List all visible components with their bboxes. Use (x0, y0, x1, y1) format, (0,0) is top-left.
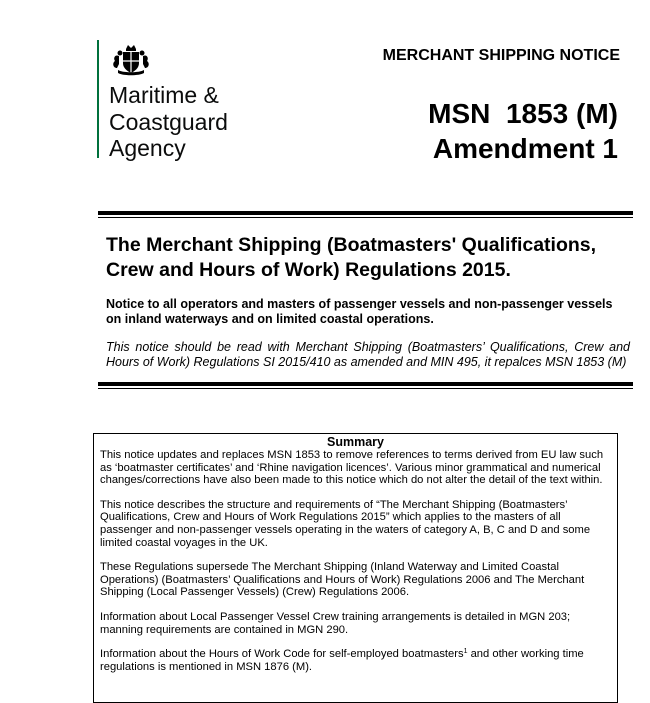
royal-crest-icon (109, 42, 153, 80)
agency-name-line-3: Agency (109, 135, 186, 161)
agency-name (109, 82, 228, 162)
footnote-marker[interactable]: 1 (463, 648, 468, 656)
summary-paragraph: These Regulations supersede The Merchant Shipping (Inland Waterway and Limited Coastal Operations) (Boatmasters’ Qualifications and Hours of Work) Regulations 2006 and The Merchant Shipping (Local Passenger Vessels) (Crew) Regulations 2006. (100, 561, 585, 599)
summary-paragraph: This notice describes the structure and requirements of “The Merchant Shipping (Boatmasters’ Qualifications, Crew and Hours of Work Regulations 2015” which applies to the masters of all passenger and non-passenger vessels operating in the waters of category A, B, C and D and some limited coastal voyages in the UK. (100, 498, 591, 549)
divider-bottom (98, 382, 633, 389)
divider-top (98, 211, 633, 218)
mca-logo (97, 40, 228, 161)
notice-number: MSN 1853 (M) (428, 98, 618, 129)
amendment-label: Amendment 1 (432, 133, 618, 164)
notice-type: MERCHANT SHIPPING NOTICE (382, 47, 620, 64)
summary-text: and other working time regulations is mentioned in MSN 1876 (M). (100, 648, 584, 673)
document-subtitle: Notice to all operators and masters of passenger vessels and non-passenger vessels on inland waterways and on limited coastal operations. (106, 297, 613, 326)
summary-box (93, 433, 618, 703)
summary-paragraph: This notice updates and replaces MSN 1853 to remove references to terms derived from EU law such as ‘boatmaster certificates’ and ‘Rhine navigation licences’. Various minor grammatical and numerical changes/corrections have also been made to this notice which do not alter the detail of the text within. (100, 449, 604, 487)
summary-heading: Summary (327, 435, 384, 449)
summary-paragraph: Information about Local Passenger Vessel Crew training arrangements is detailed in MGN 203; manning requirements are contained in MGN 290. (100, 610, 571, 636)
summary-text: Information about the Hours of Work Code for self-employed boatmasters (100, 648, 464, 661)
agency-name-line-2: Coastguard (109, 108, 228, 135)
reading-note: This notice should be read with Merchant Shipping (Boatmasters’ Qualifications, Crew and Hours of Work) Regulations SI 2015/410 as amended and MIN 495, it repalces MSN 1853 (M) (106, 340, 630, 369)
summary-paragraph (100, 648, 611, 673)
document-title: The Merchant Shipping (Boatmasters' Qualifications, Crew and Hours of Work) Regulations 2015. (106, 234, 597, 281)
agency-name-line-1: Maritime & (109, 82, 219, 108)
